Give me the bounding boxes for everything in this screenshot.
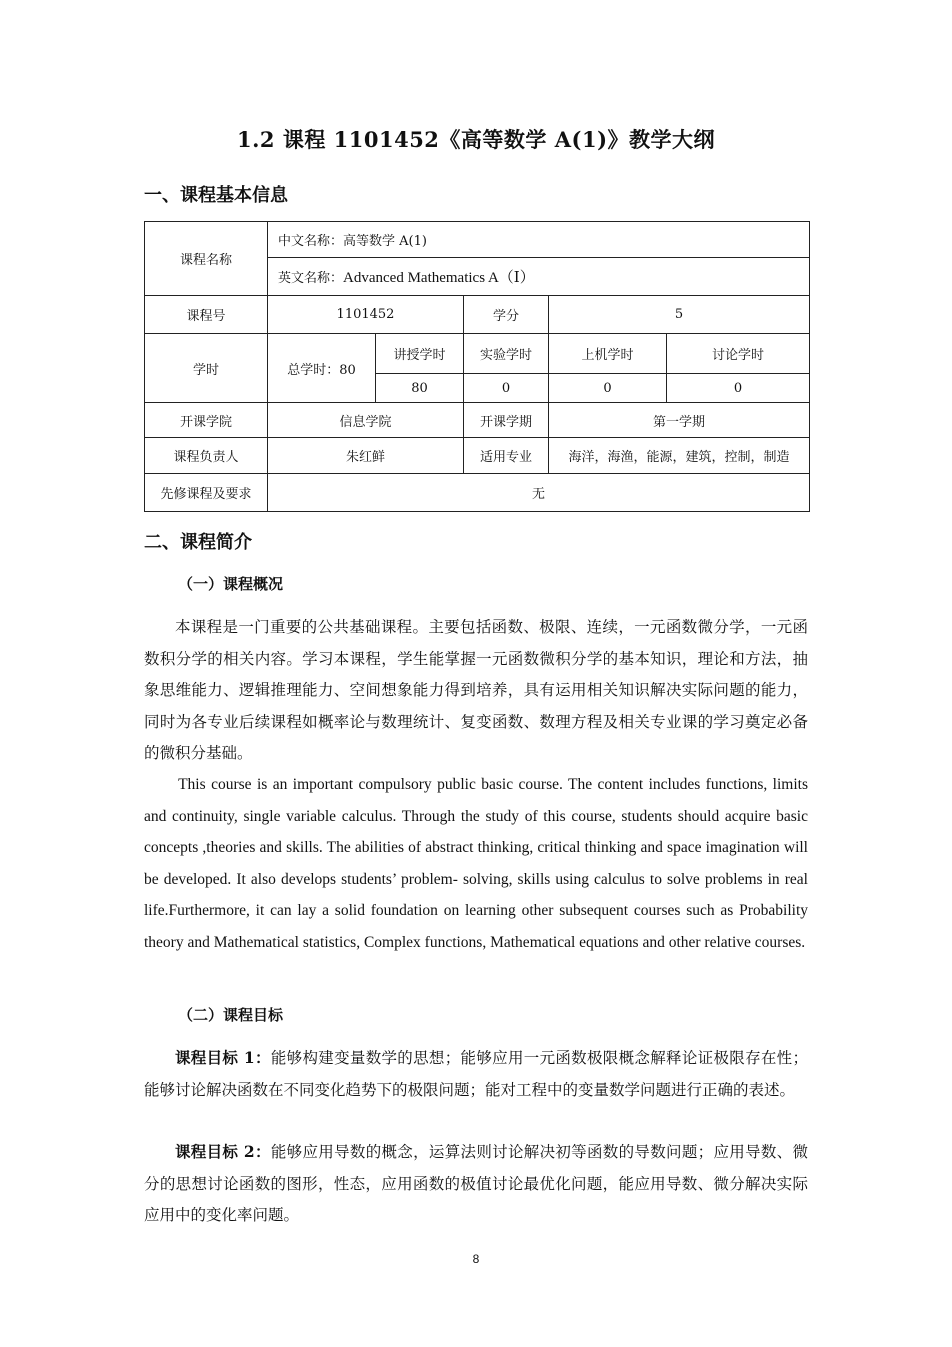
prereq-value: 无 [268, 474, 810, 512]
semester-label: 开课学期 [464, 403, 549, 438]
course-no-label: 课程号 [145, 296, 268, 334]
prereq-label: 先修课程及要求 [145, 474, 268, 512]
page-number: 8 [472, 1252, 480, 1266]
lab-hours-label: 实验学时 [464, 334, 549, 374]
credit-value: 5 [549, 296, 810, 334]
english-name-label: 英文名称： [278, 271, 344, 286]
course-name-label: 课程名称 [145, 222, 268, 296]
credit-label: 学分 [464, 296, 549, 334]
section-basic-info-heading: 一、课程基本信息 [144, 185, 288, 206]
english-name-cell [268, 258, 810, 296]
lecture-hours-label: 讲授学时 [376, 334, 464, 374]
discussion-hours-label: 讨论学时 [667, 334, 810, 374]
lecture-hours-value: 80 [376, 374, 464, 403]
lab-hours-value: 0 [464, 374, 549, 403]
computer-hours-value: 0 [549, 374, 667, 403]
hours-label: 学时 [145, 334, 268, 403]
computer-hours-label: 上机学时 [549, 334, 667, 374]
course-info-table [144, 221, 810, 512]
section-intro-heading: 二、课程简介 [144, 532, 252, 553]
document-title: 1.2 课程 1101452《高等数学 A(1)》教学大纲 [236, 127, 716, 152]
goal-2-paragraph [144, 1136, 808, 1232]
total-hours: 总学时：80 [268, 334, 376, 403]
goals-subheading: （二）课程目标 [178, 1006, 284, 1024]
goal-2-label: 课程目标 2： [175, 1142, 271, 1161]
course-no-value: 1101452 [268, 296, 464, 334]
goal-1-text: 能够构建变量数学的思想；能够应用一元函数极限概念解释论证极限存在性；能够讨论解决函数在不同变化趋势下的极限问题；能对工程中的变量数学问题进行正确的表述。 [144, 1049, 808, 1099]
overview-paragraph-en: This course is an important compulsory public basic course. The content includes functions, limits and continuity, single variable calculus. Through the study of this course, students should acquire basic concepts ,theories and skills. The abilities of abstract thinking, critical thinking and space imagination will be developed. It also develops students’ problem- solving, skills using calculus to solve problems in real life.Furthermore, it can lay a solid foundation on learning other subsequent courses such as Probability theory and Mathematical statistics, Complex functions, Mathematical equations and other relative courses. [144, 776, 808, 951]
goal-1-paragraph [144, 1042, 808, 1106]
semester-value: 第一学期 [549, 403, 810, 438]
chinese-name-cell: 中文名称：高等数学 A(1) [268, 222, 810, 258]
leader-label: 课程负责人 [145, 438, 268, 474]
major-label: 适用专业 [464, 438, 549, 474]
discussion-hours-value: 0 [667, 374, 810, 403]
goal-1-label: 课程目标 1： [175, 1048, 271, 1067]
college-label: 开课学院 [145, 403, 268, 438]
overview-subheading: （一）课程概况 [178, 575, 284, 593]
english-name-value: Advanced Mathematics A（Ⅰ） [343, 270, 535, 286]
goal-2-text: 能够应用导数的概念，运算法则讨论解决初等函数的导数问题；应用导数、微分的思想讨论函数的图形，性态，应用函数的极值讨论最优化问题，能应用导数、微分解决实际应用中的变化率问题。 [144, 1143, 808, 1224]
leader-value: 朱红鲜 [268, 438, 464, 474]
college-value: 信息学院 [268, 403, 464, 438]
overview-paragraph-cn: 本课程是一门重要的公共基础课程。主要包括函数、极限、连续，一元函数微分学，一元函数积分学的相关内容。学习本课程，学生能掌握一元函数微积分学的基本知识，理论和方法，抽象思维能力、逻辑推理能力、空间想象能力得到培养，具有运用相关知识解决实际问题的能力，同时为各专业后续课程如概率论与数理统计、复变函数、数理方程及相关专业课的学习奠定必备的微积分基础。 [144, 618, 808, 762]
major-value: 海洋，海渔，能源，建筑，控制，制造 [549, 438, 810, 474]
